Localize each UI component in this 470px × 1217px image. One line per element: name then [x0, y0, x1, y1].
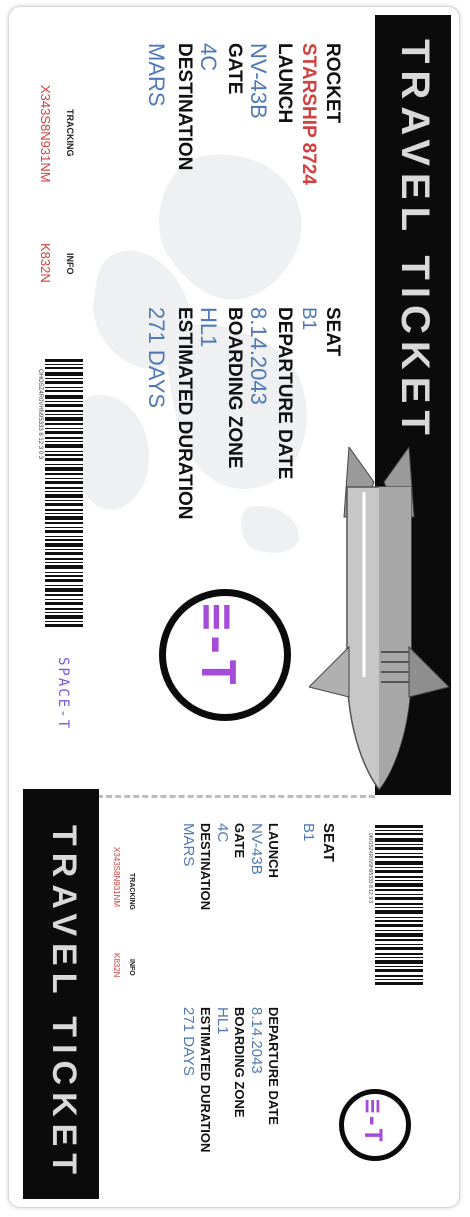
stub-gate-value: 4C: [214, 823, 231, 843]
stub-departure-label: DEPARTURE DATE: [266, 1007, 281, 1125]
stub-info-label: INFO: [128, 959, 135, 976]
boarding-zone-label: BOARDING ZONE: [224, 307, 245, 469]
stub-seat-label: SEAT: [320, 823, 337, 862]
stub-boarding-label: BOARDING ZONE: [232, 1007, 247, 1118]
stub-departure-value: 8.14.2043: [248, 1007, 265, 1074]
stub-barcode-number: 0KIOSZ4R0V9H95333 8 12 3 3: [367, 833, 373, 904]
seat-value: B1: [298, 307, 319, 331]
departure-date-label: DEPARTURE DATE: [274, 307, 295, 480]
tracking-value: X343S8N931NM: [38, 85, 53, 183]
boarding-zone-value: HL1: [196, 307, 221, 348]
brand-name: SPACE-T: [55, 657, 71, 731]
duration-label: ESTIMATED DURATION: [174, 307, 195, 520]
tracking-label: TRACKING: [65, 109, 75, 157]
rocket-illustration: [309, 447, 449, 792]
rocket-label: ROCKET: [322, 43, 343, 124]
stub-tracking-label: TRACKING: [128, 873, 135, 910]
stub-destination-label: DESTINATION: [198, 823, 213, 911]
stub-barcode: [365, 825, 425, 985]
main-barcode: [45, 359, 95, 629]
tear-line: [97, 795, 375, 798]
stub-launch-label: LAUNCH: [266, 823, 281, 878]
stub-destination-value: MARS: [180, 823, 197, 867]
departure-date-value: 8.14.2043: [246, 307, 271, 405]
travel-ticket: [8, 6, 460, 1208]
stub-duration-value: 271 DAYS: [180, 1007, 197, 1076]
stub-ticket-title: TRAVEL TICKET: [45, 825, 83, 1182]
stub-launch-value: NV-43B: [248, 823, 265, 875]
main-ticket-title: TRAVEL TICKET: [393, 39, 437, 442]
stub-duration-label: ESTIMATED DURATION: [198, 1007, 213, 1153]
launch-label: LAUNCH: [274, 43, 295, 124]
main-barcode-number: OHOSZ4R0VHN95333 8 12 3 0 3: [37, 369, 43, 460]
seat-label: SEAT: [322, 307, 343, 357]
stub-gate-label: GATE: [232, 823, 247, 859]
info-label: INFO: [65, 253, 75, 275]
stub-seat-value: B1: [300, 823, 317, 842]
main-logo: ≡-T: [191, 603, 245, 687]
gate-label: GATE: [224, 43, 245, 95]
rocket-value: STARSHIP 8724: [298, 43, 319, 185]
launch-value: NV-43B: [246, 43, 271, 119]
stub-info-value: K832N: [112, 953, 121, 978]
stub-tracking-value: X343S8N931NM: [112, 847, 121, 908]
gate-value: 4C: [196, 43, 221, 72]
duration-value: 271 DAYS: [144, 307, 169, 409]
destination-label: DESTINATION: [174, 43, 195, 171]
info-value: K832N: [38, 243, 53, 283]
destination-value: MARS: [144, 43, 169, 107]
stub-logo: ≡-T: [359, 1099, 387, 1143]
stub-boarding-value: HL1: [214, 1007, 231, 1035]
